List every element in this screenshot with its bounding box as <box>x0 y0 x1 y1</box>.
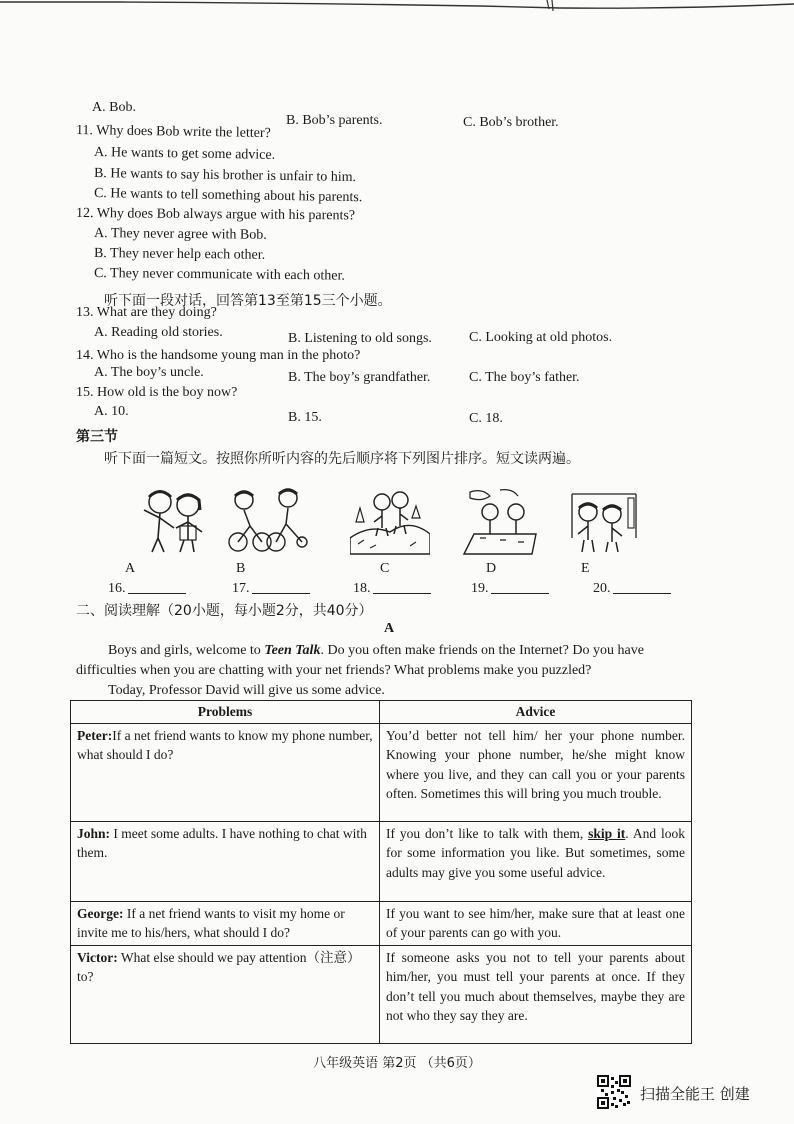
passage-intro-line-2: difficulties when you are chatting with your net friends? What problems make you puzzled? <box>76 663 592 678</box>
q13-option-a: A. Reading old stories. <box>94 325 223 340</box>
passage-intro-line-1: Boys and girls, welcome to Teen Talk. Do you often make friends on the Internet? Do you have <box>108 643 644 658</box>
question-11: 11. Why does Bob write the letter? <box>75 123 271 142</box>
table-row <box>71 945 692 1043</box>
reading-heading: 二、阅读理解（20小题，每小题2分，共40分） <box>76 603 373 619</box>
q12-option-b: B. They never help each other. <box>93 246 266 263</box>
qr-code-icon[interactable] <box>597 1075 631 1109</box>
picture-label-c: C <box>380 561 390 576</box>
advice-table <box>70 700 692 1044</box>
teen-talk-title: Teen Talk <box>264 643 321 658</box>
column-header-advice: Advice <box>380 701 692 724</box>
advice-cell: You’d better not tell him/ her your phone number. Knowing your phone number, he/she might know where you live, and they can call you or your parents often. Sometimes this will bring you much trouble. <box>380 723 692 821</box>
q14-option-c: C. The boy’s father. <box>469 370 580 385</box>
q11-option-b: B. He wants to say his brother is unfair to him. <box>93 166 357 186</box>
answer-blank-20[interactable]: 20. <box>593 581 671 597</box>
question-14: 14. Who is the handsome young man in the photo? <box>76 348 361 363</box>
q15-option-b: B. 15. <box>288 410 322 425</box>
passage-label: A <box>384 621 395 636</box>
answer-blank-19[interactable]: 19. <box>471 581 549 597</box>
answer-blank-16[interactable]: 16. <box>108 581 186 597</box>
scanner-watermark: 扫描全能王 创建 <box>640 1085 750 1103</box>
answer-blank-18[interactable]: 18. <box>353 581 431 597</box>
q12-option-a: A. They never agree with Bob. <box>93 226 267 243</box>
q15-option-a: A. 10. <box>94 404 129 419</box>
picture-a-two-kids-waving <box>136 488 216 556</box>
q14-option-a: A. The boy’s uncle. <box>94 365 204 380</box>
picture-b-kids-cycling <box>228 488 308 556</box>
q10-option-c: C. Bob’s brother. <box>463 115 559 130</box>
question-12: 12. Why does Bob always argue with his parents? <box>75 206 356 224</box>
picture-c-kids-on-hill <box>350 488 430 556</box>
picture-e-kids-at-fence <box>566 488 646 556</box>
q10-option-a: A. Bob. <box>92 100 136 115</box>
q13-option-b: B. Listening to old songs. <box>288 331 432 346</box>
person-name: Victor: <box>77 949 118 965</box>
answer-blank-17[interactable]: 17. <box>232 581 310 597</box>
skip-it-underlined: skip it <box>588 825 626 841</box>
q13-option-c: C. Looking at old photos. <box>469 330 613 345</box>
column-header-problems: Problems <box>71 701 380 724</box>
advice-cell: If someone asks you not to tell your parents about him/her, you must tell your parents at once. If they don’t tell you much about themselves, maybe they are not who they say they are. <box>380 945 692 1043</box>
person-name: George: <box>77 905 124 921</box>
page-footer: 八年级英语 第2页 （共6页） <box>313 1056 481 1071</box>
question-15: 15. How old is the boy now? <box>76 385 238 400</box>
problem-cell: John: I meet some adults. I have nothing to chat with them. <box>71 821 380 901</box>
table-header-row <box>71 701 692 724</box>
q14-option-b: B. The boy’s grandfather. <box>288 370 431 385</box>
picture-label-e: E <box>581 561 590 576</box>
person-name: Peter: <box>77 727 113 743</box>
problem-cell: Peter:If a net friend wants to know my phone number, what should I do? <box>71 723 380 821</box>
table-row <box>71 723 692 821</box>
passage-intro-line-3: Today, Professor David will give us some advice. <box>108 683 385 698</box>
q11-option-c: C. He wants to tell something about his parents. <box>93 186 363 206</box>
picture-label-a: A <box>125 561 136 576</box>
picture-d-kids-picnic <box>460 488 540 556</box>
table-row <box>71 901 692 945</box>
picture-label-d: D <box>486 561 497 576</box>
section-3-title: 第三节 <box>76 429 118 445</box>
table-row <box>71 821 692 901</box>
question-13: 13. What are they doing? <box>76 305 217 320</box>
person-name: John: <box>77 825 111 841</box>
scan-top-edge <box>0 0 794 14</box>
q15-option-c: C. 18. <box>469 411 503 426</box>
advice-cell: If you don’t like to talk with them, skip it. And look for some information you like. But sometimes, some adults may give you some useful advice. <box>380 821 692 901</box>
picture-label-b: B <box>236 561 246 576</box>
q10-option-b: B. Bob’s parents. <box>286 113 383 128</box>
section-3-instruction: 听下面一篇短文。按照你所听内容的先后顺序将下列图片排序。短文读两遍。 <box>104 451 580 467</box>
q11-option-a: A. He wants to get some advice. <box>93 145 276 163</box>
problem-cell: George: If a net friend wants to visit my home or invite me to his/hers, what should I do? <box>71 901 380 945</box>
advice-cell: If you want to see him/her, make sure that at least one of your parents can go with you. <box>380 901 692 945</box>
problem-cell: Victor: What else should we pay attention（注意）to? <box>71 945 380 1043</box>
dialog-instruction: 听下面一段对话，回答第13至第15三个小题。 <box>104 293 392 309</box>
q12-option-c: C. They never communicate with each other. <box>93 266 345 284</box>
